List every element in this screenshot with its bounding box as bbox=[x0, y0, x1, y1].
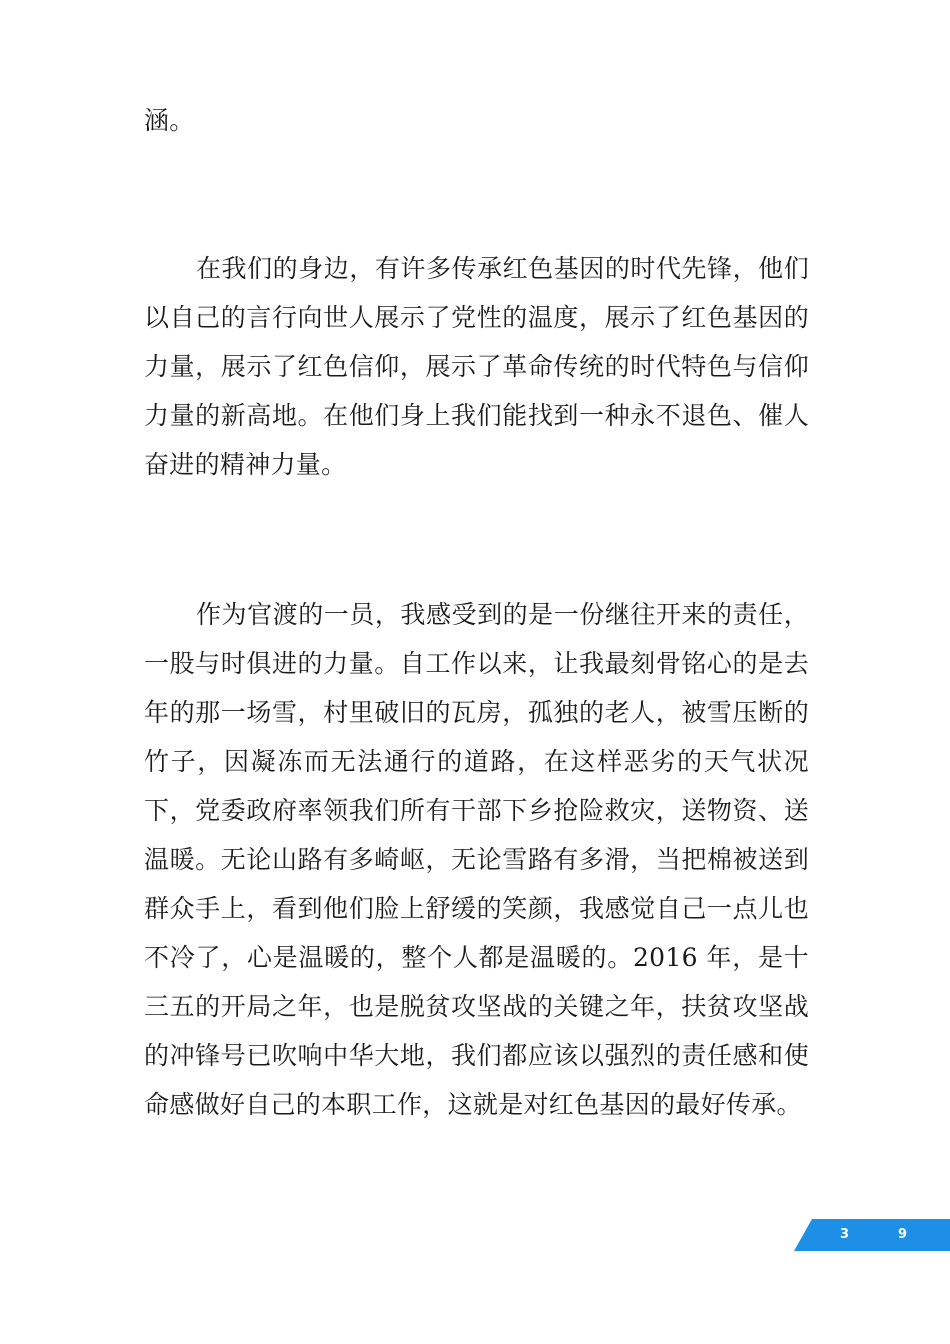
paragraph-red-gene-pioneers: 在我们的身边，有许多传承红色基因的时代先锋，他们以自己的言行向世人展示了党性的温度，展示了红色基因的力量，展示了红色信仰，展示了革命传统的时代特色与信仰力量的新高地。在他们身上我们能找到一种永不退色、催人奋进的精神力量。 bbox=[144, 254, 809, 479]
page-number-current: 3 bbox=[840, 1227, 850, 1242]
page-number-badge-shape bbox=[794, 1219, 950, 1251]
page-number-badge bbox=[794, 1219, 950, 1251]
paragraph-continuation: 涵。 bbox=[144, 106, 195, 135]
page-number-total: 9 bbox=[898, 1227, 908, 1242]
paragraph-guandu-responsibility: 作为官渡的一员，我感受到的是一份继往开来的责任，一股与时俱进的力量。自工作以来，让我最刻骨铭心的是去年的那一场雪，村里破旧的瓦房，孤独的老人，被雪压断的竹子，因凝冻而无法通行的道路，在这样恶劣的天气状况下，党委政府率领我们所有干部下乡抢险救灾，送物资、送温暖。无论山路有多崎岖，无论雪路有多滑，当把棉被送到群众手上，看到他们脸上舒缓的笑颜，我感觉自己一点儿也不冷了，心是温暖的，整个人都是温暖的。2016 年，是十三五的开局之年，也是脱贫攻坚战的关键之年，扶贫攻坚战的冲锋号已吹响中华大地，我们都应该以强烈的责任感和使命感做好自己的本职工作，这就是对红色基因的最好传承。 bbox=[144, 600, 809, 1119]
